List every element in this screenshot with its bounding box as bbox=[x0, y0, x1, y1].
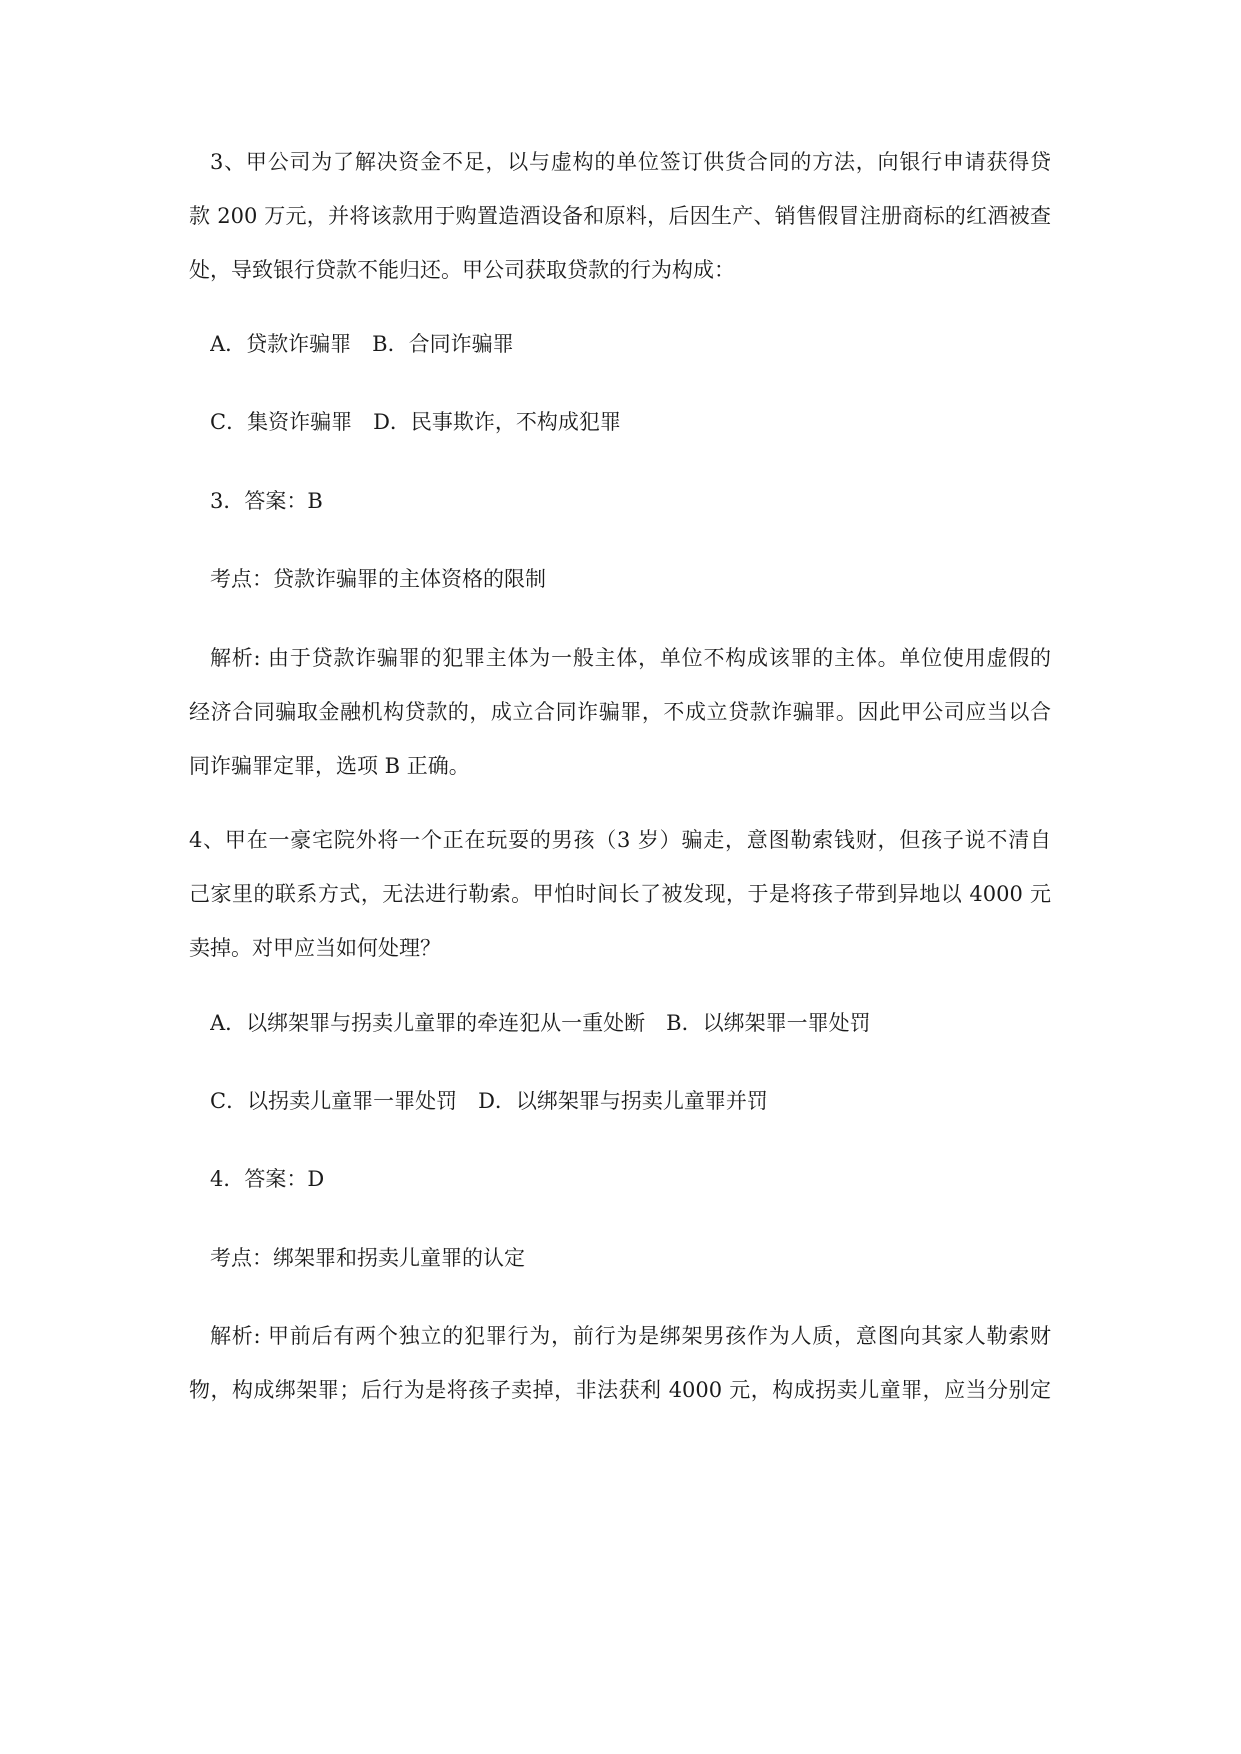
q4-key-point: 考点：绑架罪和拐卖儿童罪的认定 bbox=[210, 1246, 525, 1270]
q4-answer: 4．答案：D bbox=[210, 1167, 325, 1191]
q3-stem-line-1: 3、甲公司为了解决资金不足，以与虚构的单位签订供货合同的方法，向银行申请获得贷 bbox=[210, 150, 1051, 174]
q3-options-cd: C．集资诈骗罪 D．民事欺诈，不构成犯罪 bbox=[210, 410, 621, 434]
q4-stem-line-1: 4、甲在一豪宅院外将一个正在玩耍的男孩（3 岁）骗走，意图勒索钱财，但孩子说不清自 bbox=[189, 828, 1051, 852]
q4-options-cd: C．以拐卖儿童罪一罪处罚 D．以绑架罪与拐卖儿童罪并罚 bbox=[210, 1089, 768, 1113]
q3-options-ab: A．贷款诈骗罪 B．合同诈骗罪 bbox=[210, 332, 514, 356]
q4-analysis-line-2: 物，构成绑架罪；后行为是将孩子卖掉，非法获利 4000 元，构成拐卖儿童罪，应当分别定 bbox=[189, 1378, 1051, 1402]
q3-stem-line-3: 处，导致银行贷款不能归还。甲公司获取贷款的行为构成： bbox=[189, 258, 735, 282]
q4-stem-line-3: 卖掉。对甲应当如何处理？ bbox=[189, 936, 441, 960]
q3-analysis-line-1: 解析: 由于贷款诈骗罪的犯罪主体为一般主体，单位不构成该罪的主体。单位使用虚假的 bbox=[210, 646, 1051, 670]
q3-answer: 3．答案：B bbox=[210, 489, 323, 513]
q3-analysis-line-3: 同诈骗罪定罪，选项 B 正确。 bbox=[189, 754, 470, 778]
q3-key-point: 考点：贷款诈骗罪的主体资格的限制 bbox=[210, 567, 546, 591]
q4-analysis-line-1: 解析: 甲前后有两个独立的犯罪行为，前行为是绑架男孩作为人质，意图向其家人勒索财 bbox=[210, 1324, 1051, 1348]
q4-options-ab: A．以绑架罪与拐卖儿童罪的牵连犯从一重处断 B．以绑架罪一罪处罚 bbox=[210, 1011, 871, 1035]
q3-stem-line-2: 款 200 万元，并将该款用于购置造酒设备和原料，后因生产、销售假冒注册商标的红酒被查 bbox=[189, 204, 1051, 228]
q3-analysis-line-2: 经济合同骗取金融机构贷款的，成立合同诈骗罪，不成立贷款诈骗罪。因此甲公司应当以合 bbox=[189, 700, 1051, 724]
q4-stem-line-2: 己家里的联系方式，无法进行勒索。甲怕时间长了被发现，于是将孩子带到异地以 4000 元 bbox=[189, 882, 1051, 906]
